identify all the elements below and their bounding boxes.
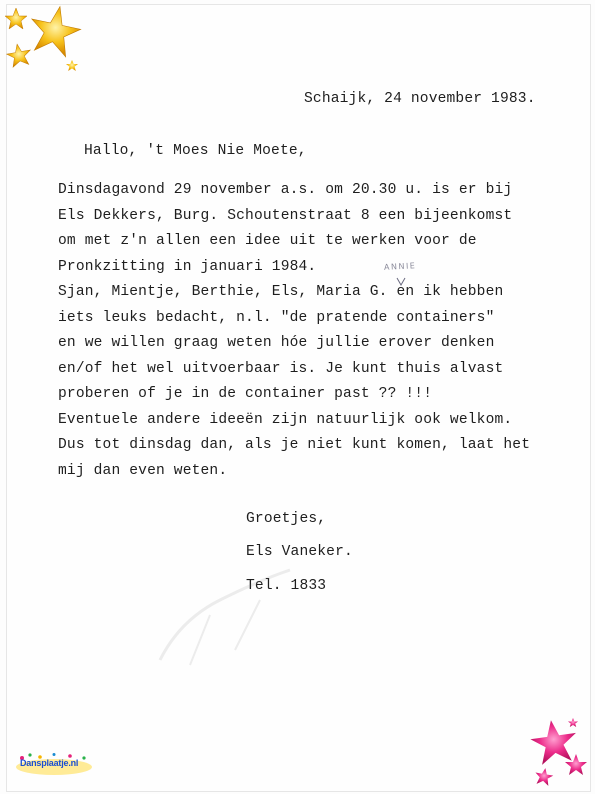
body-line: en/of het wel uitvoerbaar is. Je kunt thuis alvast bbox=[58, 360, 504, 377]
gold-stars-icon bbox=[0, 0, 90, 80]
body-line: mij dan even weten. bbox=[58, 462, 228, 479]
body-line: iets leuks bedacht, n.l. "de pratende containers" bbox=[58, 309, 495, 326]
body-line: Pronkzitting in januari 1984. bbox=[58, 258, 317, 275]
insertion-caret-icon bbox=[396, 276, 406, 286]
body-line: om met z'n allen een idee uit te werken voor de bbox=[58, 233, 477, 249]
closing-phone: Tel. 1833 bbox=[246, 578, 327, 594]
scan-ghost-mark bbox=[150, 560, 300, 670]
letter-date: Schaijk, 24 november 1983. bbox=[304, 91, 536, 107]
body-line: Eventuele andere ideeën zijn natuurlijk ook welkom. bbox=[58, 411, 513, 428]
closing-name: Els Vaneker. bbox=[246, 544, 353, 560]
body-line: Sjan, Mientje, Berthie, Els, Maria G. en ik hebben bbox=[58, 284, 504, 300]
body-line: Els Dekkers, Burg. Schoutenstraat 8 een bijeenkomst bbox=[58, 207, 513, 224]
letter-greeting: Hallo, 't Moes Nie Moete, bbox=[84, 143, 307, 159]
body-line: Dus tot dinsdag dan, als je niet kunt komen, laat het bbox=[58, 437, 531, 453]
body-line: proberen of je in de container past ?? !!! bbox=[58, 386, 433, 402]
handwritten-insert: ANNIE bbox=[383, 261, 417, 272]
closing-salutation: Groetjes, bbox=[246, 511, 327, 527]
pink-stars-icon bbox=[520, 712, 595, 794]
body-line: en we willen graag weten hóe jullie erover denken bbox=[58, 335, 495, 351]
site-logo-text: Dansplaatje.nl bbox=[20, 758, 79, 768]
body-line: Dinsdagavond 29 november a.s. om 20.30 u. is er bij bbox=[58, 182, 513, 198]
